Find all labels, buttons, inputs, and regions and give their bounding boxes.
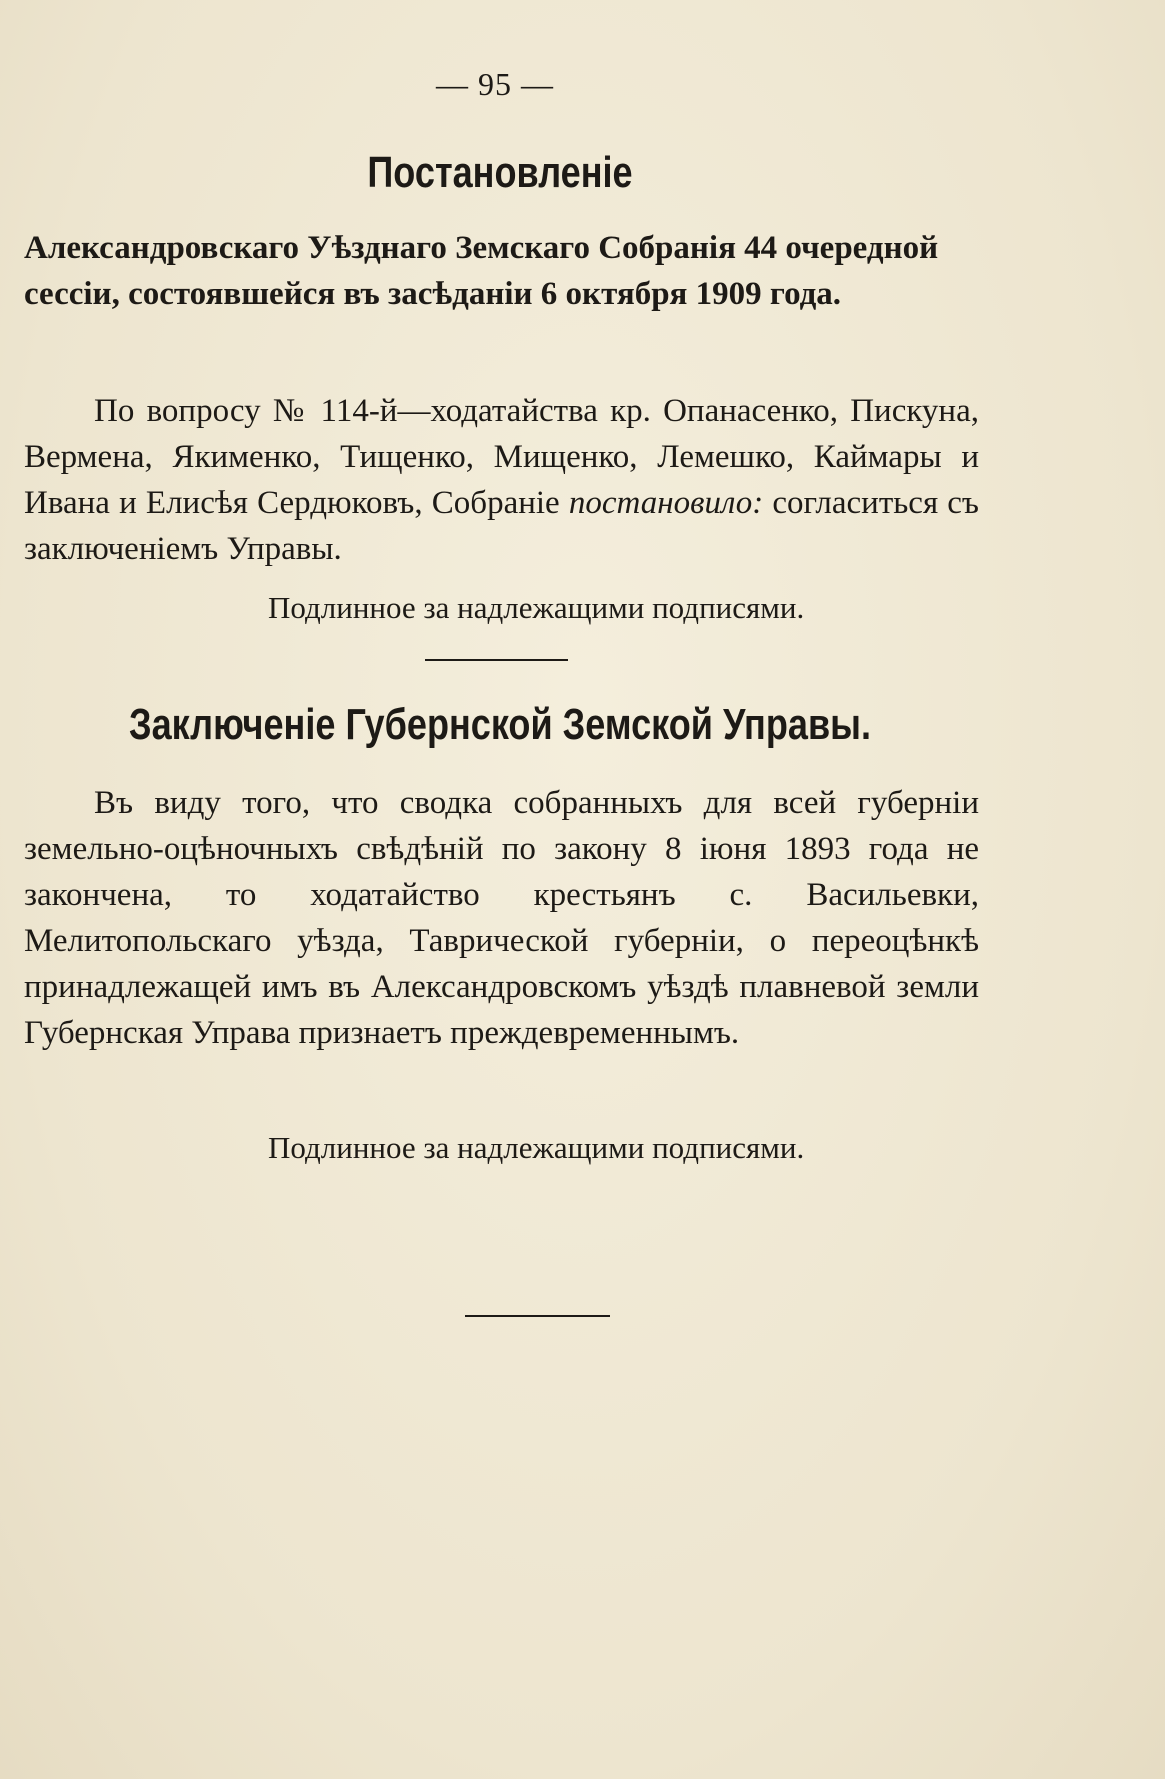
conclusion-title: Заключеніе Губернской Земской Управы.	[129, 700, 871, 749]
resolution-body-emphasis: постановило:	[568, 485, 764, 521]
resolution-title: Постановленіе	[367, 148, 633, 197]
end-divider	[465, 1315, 610, 1317]
conclusion-signature: Подлинное за надлежащими подписями.	[268, 1130, 805, 1165]
page-number: — 95 —	[436, 66, 554, 102]
resolution-body-text: По вопросу № 114-й—ходатайства кр. Опанасенко, Пискуна, Вермена, Якименко, Тищенко, Мищенко, Лемешко, Каймары и Ивана и Елисѣя Сердюковъ, Собраніе	[24, 393, 979, 521]
resolution-signature: Подлинное за надлежащими подписями.	[268, 590, 805, 625]
conclusion-body	[24, 780, 979, 1056]
resolution-subtitle: Александровскаго Уѣзднаго Земскаго Собранія 44 очередной сессіи, состоявшейся въ засѣданіи 6 октября 1909 года.	[24, 230, 939, 312]
section-divider	[425, 659, 568, 661]
conclusion-body-text: Въ виду того, что сводка собранныхъ для всей губерніи земельно-оцѣночныхъ свѣдѣній по закону 8 іюня 1893 года не закончена, то ходатайство крестьянъ с. Васильевки, Мелитопольскаго уѣзда, Таврической губерніи, о переоцѣнкѣ принадлежащей имъ въ Александровскомъ уѣздѣ плавневой земли Губернская Управа признаетъ преждевременнымъ.	[24, 785, 979, 1051]
resolution-body	[24, 388, 979, 572]
resolution-body-end: согласиться съ заключеніемъ Управы.	[24, 485, 980, 567]
